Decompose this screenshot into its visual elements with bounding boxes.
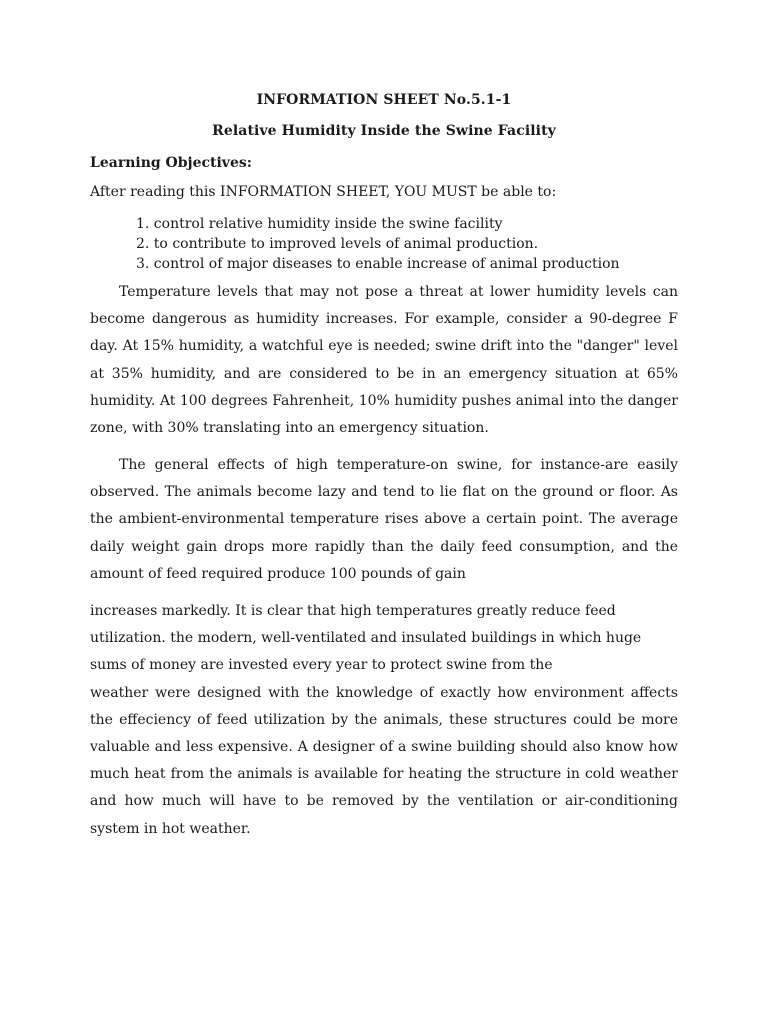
list-item: 1. control relative humidity inside the swine facility <box>136 216 503 232</box>
paragraph-feed-utilization-part1: increases markedly. It is clear that high temperatures greatly reduce feed utilization. the modern, well-ventilated and insulated buildings in which huge sums of money are invested every year to protect swine from the <box>90 603 642 674</box>
intro-text: After reading this INFORMATION SHEET, YOU MUST be able to: <box>90 184 557 200</box>
document-title: INFORMATION SHEET No.5.1-1 <box>256 92 512 108</box>
objectives-heading: Learning Objectives: <box>90 155 252 171</box>
list-item: 3. control of major diseases to enable increase of animal production <box>136 256 620 272</box>
paragraph-temperature-effects: The general effects of high temperature-on swine, for instance-are easily observed. The animals become lazy and tend to lie flat on the ground or floor. As the ambient-environmental temperature rises above a certain point. The average daily weight gain drops more rapidly than the daily feed consumption, and the amount of feed required produce 100 pounds of gain <box>90 457 678 582</box>
paragraph-humidity-levels: Temperature levels that may not pose a threat at lower humidity levels can become dangerous as humidity increases. For example, consider a 90-degree F day. At 15% humidity, a watchful eye is needed; swine drift into the "danger" level at 35% humidity, and are considered to be in an emergency situation at 65% humidity. At 100 degrees Fahrenheit, 10% humidity pushes animal into the danger zone, with 30% translating into an emergency situation. <box>90 284 678 437</box>
document-subtitle: Relative Humidity Inside the Swine Facility <box>212 123 556 139</box>
list-item: 2. to contribute to improved levels of animal production. <box>136 236 539 252</box>
objectives-list <box>136 214 620 274</box>
paragraph-feed-utilization <box>90 598 678 843</box>
paragraph-feed-utilization-part2: weather were designed with the knowledge of exactly how environment affects the effeciency of feed utilization by the animals, these structures could be more valuable and less expensive. A designer of a swine building should also know how much heat from the animals is available for heating the structure in cold weather and how much will have to be removed by the ventilation or air-conditioning system in hot weather. <box>90 684 678 837</box>
